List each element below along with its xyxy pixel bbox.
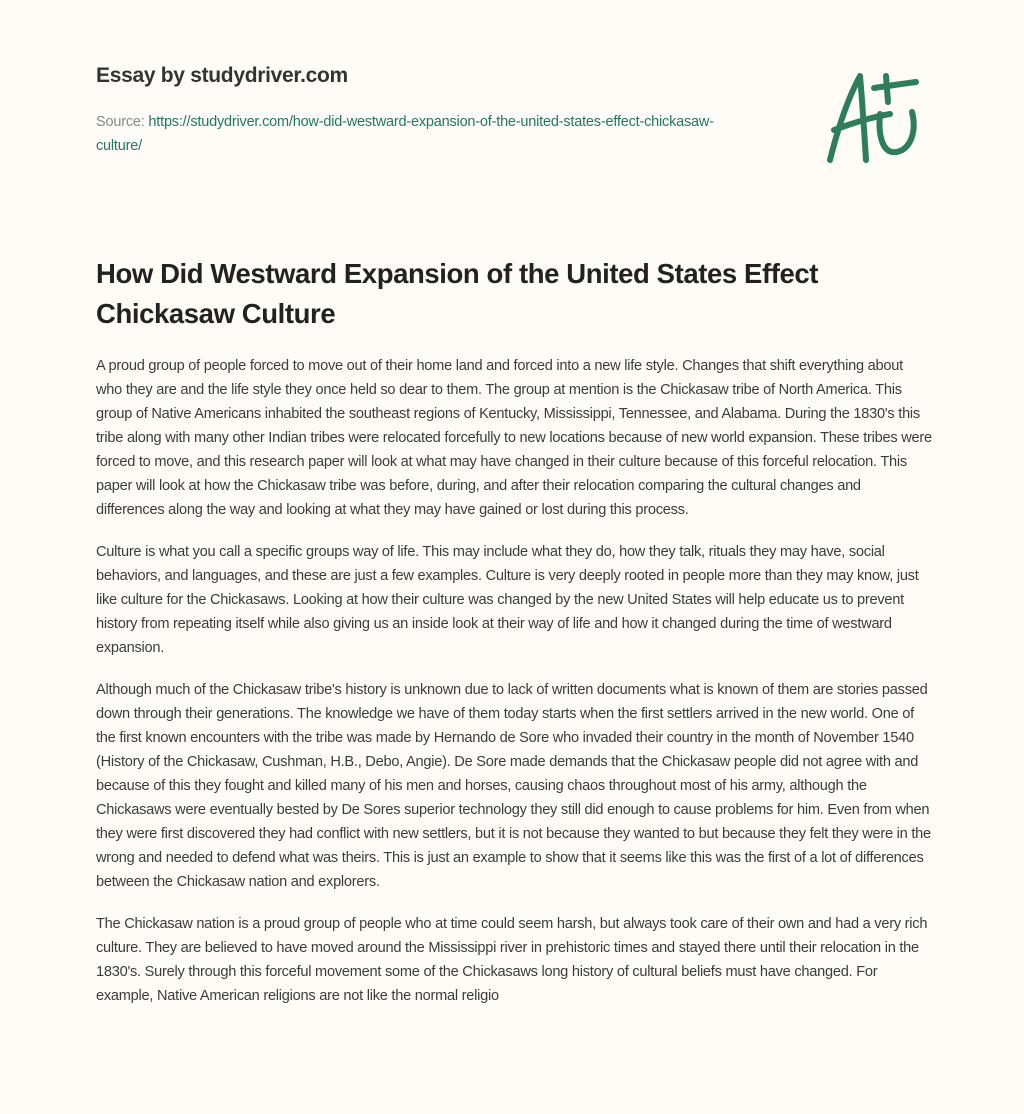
paragraph: The Chickasaw nation is a proud group of people who at time could seem harsh, but always took care of their own and had a very rich culture. They are believed to have moved around the Mississippi river in prehistoric times and stayed there until their relocation in the 1830's. Surely through this forceful movement some of the Chickasaws long history of cultural beliefs must have changed. For example, Native American religions are not like the normal religio [96, 916, 928, 1004]
brand-title: Essay by studydriver.com [96, 64, 348, 87]
source-link[interactable]: https://studydriver.com/how-did-westward-expansion-of-the-united-states-effect-chickasaw-culture/ [96, 114, 714, 154]
article-body [96, 354, 932, 1026]
article-title: How Did Westward Expansion of the United States Effect Chickasaw Culture [96, 258, 819, 329]
paragraph: Although much of the Chickasaw tribe's history is unknown due to lack of written documents what is known of them are stories passed down through their generations. The knowledge we have of them today starts when the first settlers arrived in the new world. One of the first known encounters with the tribe was made by Hernando de Sore who invaded their country in the month of November 1540 (History of the Chickasaw, Cushman, H.B., Debo, Angie). De Sore made demands that the Chickasaw people did not agree with and because of this they fought and killed many of his men and horses, causing chaos throughout most of his army, although the Chickasaws were eventually bested by De Sores superior technology they still did enough to cause problems for him. Even from when they were first discovered they had conflict with new settlers, but it is not because they wanted to but because they felt they were in the wrong and needed to defend what was theirs. This is just an example to show that it seems like this was the first of a lot of differences between the Chickasaw nation and explorers. [96, 682, 931, 890]
source-label: Source: [96, 114, 145, 130]
paragraph: A proud group of people forced to move out of their home land and forced into a new life style. Changes that shift everything about who they are and the life style they once held so dear to them. The group at mention is the Chickasaw tribe of North America. This group of Native Americans inhabited the southeast regions of Kentucky, Mississippi, Tennessee, and Alabama. During the 1830's this tribe along with many other Indian tribes were relocated forcefully to new locations because of new world expansion. These tribes were forced to move, and this research paper will look at what may have changed in their culture because of this forceful relocation. This paper will look at how the Chickasaw tribe was before, during, and after their relocation comparing the cultural changes and differences along the way and looking at what they may have gained or lost during this process. [96, 358, 932, 518]
paragraph: Culture is what you call a specific groups way of life. This may include what they do, how they talk, rituals they may have, social behaviors, and languages, and these are just a few examples. Culture is very deeply rooted in people more than they may know, just like culture for the Chickasaws. Looking at how their culture was changed by the new United States will help educate us to prevent history from repeating itself while also giving us an inside look at their way of life and how it changed during the time of westward expansion. [96, 544, 919, 656]
source-line [96, 110, 736, 158]
a-plus-logo-icon [820, 68, 930, 168]
